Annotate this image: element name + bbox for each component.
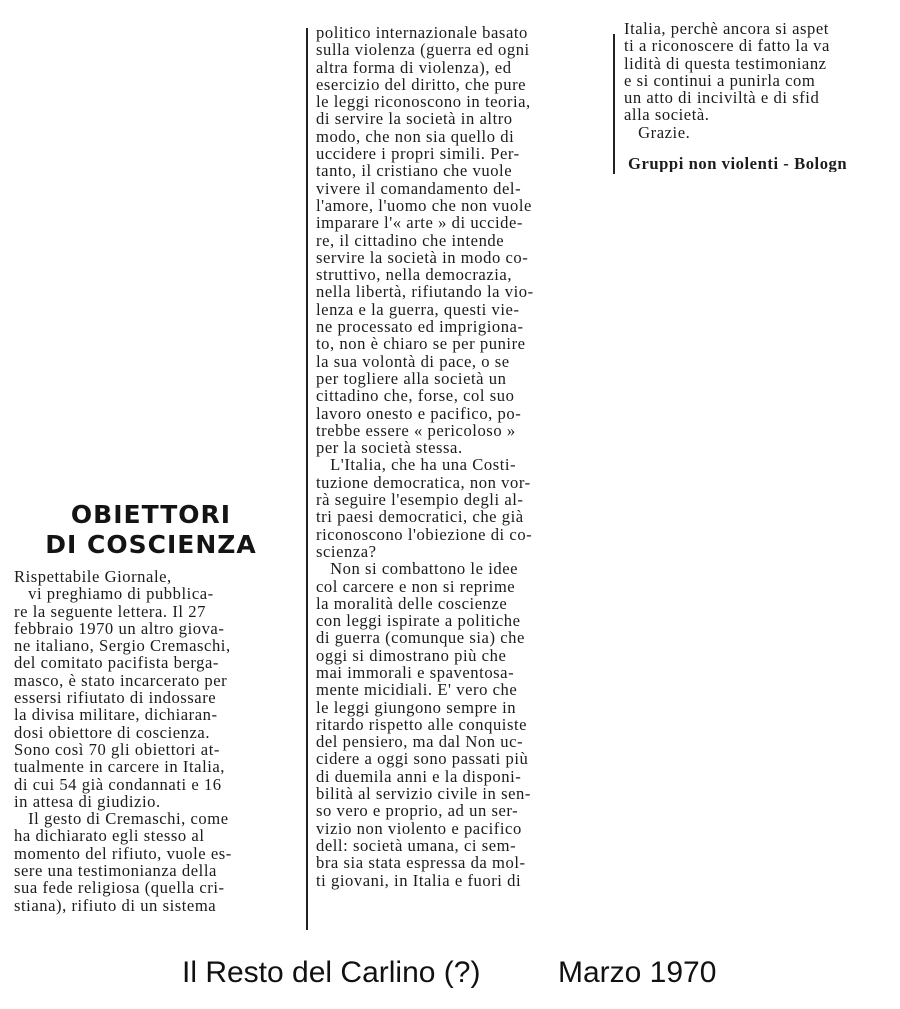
column-2-line: modo, che non sia quello di bbox=[316, 126, 515, 146]
column-2-line: riconoscono l'obiezione di co- bbox=[316, 524, 533, 544]
column-1-line: stiana), rifiuto di un sistema bbox=[14, 895, 217, 915]
column-2-line: scienza? bbox=[316, 541, 377, 561]
column-2-line: re, il cittadino che intende bbox=[316, 230, 505, 250]
column-2-line: le leggi riconoscono in teoria, bbox=[316, 92, 531, 112]
column-2-line: col carcere e non si reprime bbox=[316, 576, 516, 596]
column-1-line: del comitato pacifista berga- bbox=[14, 653, 220, 673]
column-1-line: sere una testimonianza della bbox=[14, 861, 217, 881]
article-column-3 bbox=[624, 20, 900, 141]
column-3-line: Grazie. bbox=[624, 122, 691, 142]
column-2-line: mai immorali e spaventosa- bbox=[316, 662, 515, 682]
column-2-line: imparare l'« arte » di uccide- bbox=[316, 213, 523, 233]
column-2-line: nella libertà, rifiutando la vio- bbox=[316, 282, 534, 302]
column-1-line: essersi rifiutato di indossare bbox=[14, 688, 217, 708]
column-2-line: la sua volontà di pace, o se bbox=[316, 351, 510, 371]
column-2-line: le leggi giungono sempre in bbox=[316, 697, 517, 717]
column-2-line: uccidere i propri simili. Per- bbox=[316, 144, 520, 164]
column-2-line: lavoro onesto e pacifico, po- bbox=[316, 403, 522, 423]
column-2-line: ritardo rispetto alle conquiste bbox=[316, 714, 528, 734]
column-2-line: to, non è chiaro se per punire bbox=[316, 334, 526, 354]
column-2-line: so vero e proprio, ad un ser- bbox=[316, 801, 519, 821]
column-3-line: un atto di inciviltà e di sfid bbox=[624, 88, 820, 108]
column-2-line: vivere il comandamento del- bbox=[316, 178, 522, 198]
column-3-line: e si continui a punirla com bbox=[624, 70, 816, 90]
column-2-line: tanto, il cristiano che vuole bbox=[316, 161, 513, 181]
column-2-line: sulla violenza (guerra ed ogni bbox=[316, 40, 530, 60]
article-headline bbox=[20, 500, 282, 560]
column-2-line: ti giovani, in Italia e fuori di bbox=[316, 870, 522, 890]
column-2-line: vizio non violento e pacifico bbox=[316, 818, 522, 838]
column-1-line: momento del rifiuto, vuole es- bbox=[14, 843, 232, 863]
column-1-line: Sono così 70 gli obiettori at- bbox=[14, 739, 220, 759]
column-2-line: L'Italia, che ha una Costi- bbox=[316, 455, 517, 475]
column-1-line: ne italiano, Sergio Cremaschi, bbox=[14, 636, 231, 656]
column-3-line: alla società. bbox=[624, 105, 710, 125]
column-2-line: per la società stessa. bbox=[316, 438, 463, 458]
column-1-line: la divisa militare, dichiaran- bbox=[14, 705, 218, 725]
column-2-line: tuzione democratica, non vor- bbox=[316, 472, 531, 492]
column-2-line: lenza e la guerra, questi vie- bbox=[316, 299, 520, 319]
column-1-line: febbraio 1970 un altro giova- bbox=[14, 618, 225, 638]
headline-line-1: OBIETTORI bbox=[70, 500, 232, 529]
column-1-line: ha dichiarato egli stesso al bbox=[14, 826, 205, 846]
article-column-1 bbox=[14, 568, 300, 914]
column-2-line: mente micidiali. E' vero che bbox=[316, 680, 518, 700]
column-2-line: servire la società in modo co- bbox=[316, 247, 529, 267]
column-1-line: in attesa di giudizio. bbox=[14, 791, 161, 811]
column-1-line: di cui 54 già condannati e 16 bbox=[14, 774, 222, 794]
column-2-line: la moralità delle coscienze bbox=[316, 593, 508, 613]
column-rule-2 bbox=[613, 34, 615, 174]
column-2-line: per togliere alla società un bbox=[316, 368, 507, 388]
caption-date: Marzo 1970 bbox=[558, 956, 717, 989]
column-2-line: rà seguire l'esempio degli al- bbox=[316, 490, 524, 510]
column-1-line: vi preghiamo di pubblica- bbox=[14, 584, 214, 604]
column-rule-1 bbox=[306, 28, 308, 930]
column-1-line: masco, è stato incarcerato per bbox=[14, 670, 228, 690]
column-2-line: cittadino che, forse, col suo bbox=[316, 386, 515, 406]
column-1-line: Rispettabile Giornale, bbox=[14, 567, 172, 586]
column-2-line: altra forma di violenza), ed bbox=[316, 57, 512, 77]
column-2-line: con leggi ispirate a politiche bbox=[316, 611, 521, 631]
column-2-line: ne processato ed imprigiona- bbox=[316, 317, 524, 337]
column-2-line: struttivo, nella democrazia, bbox=[316, 265, 513, 285]
column-1-line: Il gesto di Cremaschi, come bbox=[14, 809, 229, 829]
column-3-line: lidità di questa testimonianz bbox=[624, 53, 827, 73]
column-2-line: di servire la società in altro bbox=[316, 109, 513, 129]
column-1-line: dosi obiettore di coscienza. bbox=[14, 722, 211, 742]
column-2-line: dell: società umana, ci sem- bbox=[316, 835, 517, 855]
column-2-line: di guerra (comunque sia) che bbox=[316, 628, 525, 648]
column-2-line: trebbe essere « pericoloso » bbox=[316, 420, 516, 440]
column-3-line: ti a riconoscere di fatto la va bbox=[624, 36, 830, 56]
column-2-line: tri paesi democratici, che già bbox=[316, 507, 524, 527]
column-2-line: l'amore, l'uomo che non vuole bbox=[316, 195, 532, 215]
column-1-line: re la seguente lettera. Il 27 bbox=[14, 601, 206, 621]
column-2-line: politico internazionale basato bbox=[316, 23, 528, 42]
article-signature: Gruppi non violenti - Bologn bbox=[628, 155, 848, 173]
column-2-line: bilità al servizio civile in sen- bbox=[316, 784, 531, 804]
column-2-line: Non si combattono le idee bbox=[316, 559, 519, 579]
column-2-line: cidere a oggi sono passati più bbox=[316, 749, 529, 769]
column-1-line: sua fede religiosa (quella cri- bbox=[14, 878, 225, 898]
column-2-line: bra sia stata espressa da mol- bbox=[316, 853, 526, 873]
column-2-line: di duemila anni e la disponi- bbox=[316, 766, 522, 786]
column-2-line: oggi si dimostrano più che bbox=[316, 645, 507, 665]
column-3-line: Italia, perchè ancora si aspet bbox=[624, 20, 829, 38]
column-2-line: esercizio del diritto, che pure bbox=[316, 74, 527, 94]
caption-source: Il Resto del Carlino (?) bbox=[182, 956, 481, 989]
article-column-2 bbox=[316, 24, 610, 889]
headline-line-2: DI COSCIENZA bbox=[45, 530, 257, 559]
column-2-line: del pensiero, ma dal Non uc- bbox=[316, 732, 524, 752]
column-1-line: tualmente in carcere in Italia, bbox=[14, 757, 225, 777]
